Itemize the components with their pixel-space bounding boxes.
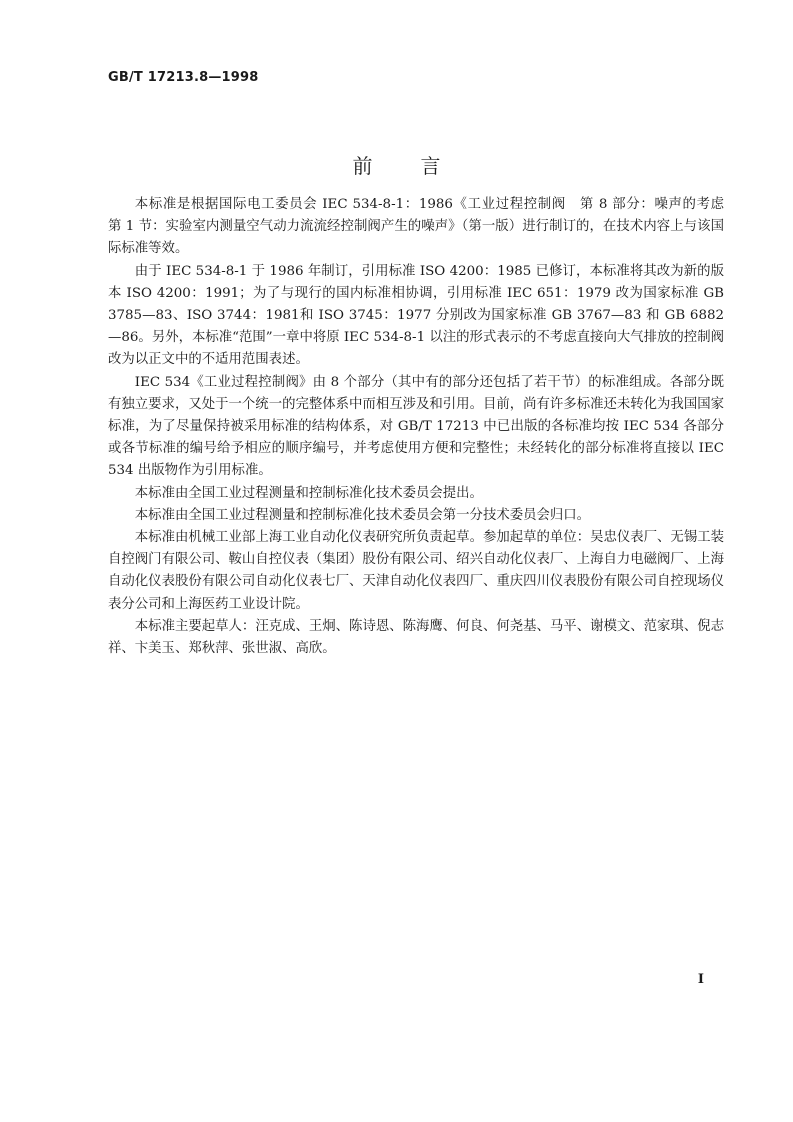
foreword-body: [108, 194, 738, 660]
paragraph-adoption: 本标准是根据国际电工委员会 IEC 534-8-1：1986《工业过程控制阀 第 8 部分：噪声的考虑 第 1 节：实验室内测量空气动力流流经控制阀产生的噪声》（第一版）进行制订的，在技术内容上与该国际标准等效。: [108, 197, 738, 257]
paragraph-drafters: 本标准主要起草人：汪克成、王炯、陈诗恩、陈海鹰、何良、何尧基、马平、谢模文、范家琪、倪志祥、卞美玉、郑秋萍、张世淑、高欣。: [108, 618, 724, 657]
paragraph-drafting-units: 本标准由机械工业部上海工业自动化仪表研究所负责起草。参加起草的单位：吴忠仪表厂、无锡工装自控阀门有限公司、鞍山自控仪表（集团）股份有限公司、绍兴自动化仪表厂、上海自力电磁阀厂、上海自动化仪表股份有限公司自动化仪表七厂、天津自动化仪表四厂、重庆四川仪表股份有限公司自控现场仪表分公司和上海医药工业设计院。: [108, 530, 724, 612]
page-title: 前言: [352, 154, 489, 178]
paragraph-proposed-by: 本标准由全国工业过程测量和控制标准化技术委员会提出。: [134, 485, 483, 501]
paragraph-centralized-by: 本标准由全国工业过程测量和控制标准化技术委员会第一分技术委员会归口。: [134, 507, 591, 523]
document-code: GB/T 17213.8—1998: [108, 70, 259, 85]
page-number: I: [697, 972, 704, 987]
paragraph-references: 由于 IEC 534-8-1 于 1986 年制订，引用标准 ISO 4200：1985 已修订，本标准将其改为新的版本 ISO 4200：1991；为了与现行的国内标准相协调，引用标准 IEC 651：1979 改为国家标准 GB 3785—83、ISO 3744：1981和 ISO 3745：1977 分别改为国家标准 GB 3767—83 和 GB 6882—86。另外，本标准“范围”一章中将原 IEC 534-8-1 以注的形式表示的不考虑直接向大气排放的控制阀改为以正文中的不适用范围表述。: [108, 263, 724, 368]
paragraph-structure: IEC 534《工业过程控制阀》由 8 个部分（其中有的部分还包括了若干节）的标准组成。各部分既有独立要求，又处于一个统一的完整体系中而相互涉及和引用。目前，尚有许多标准还未转化为我国国家标准，为了尽量保持被采用标准的结构体系，对 GB/T 17213 中已出版的各标准均按 IEC 534 各部分或各节标准的编号给予相应的顺序编号，并考虑使用方便和完整性；未经转化的部分标准将直接以 IEC 534 出版物作为引用标准。: [108, 374, 724, 479]
